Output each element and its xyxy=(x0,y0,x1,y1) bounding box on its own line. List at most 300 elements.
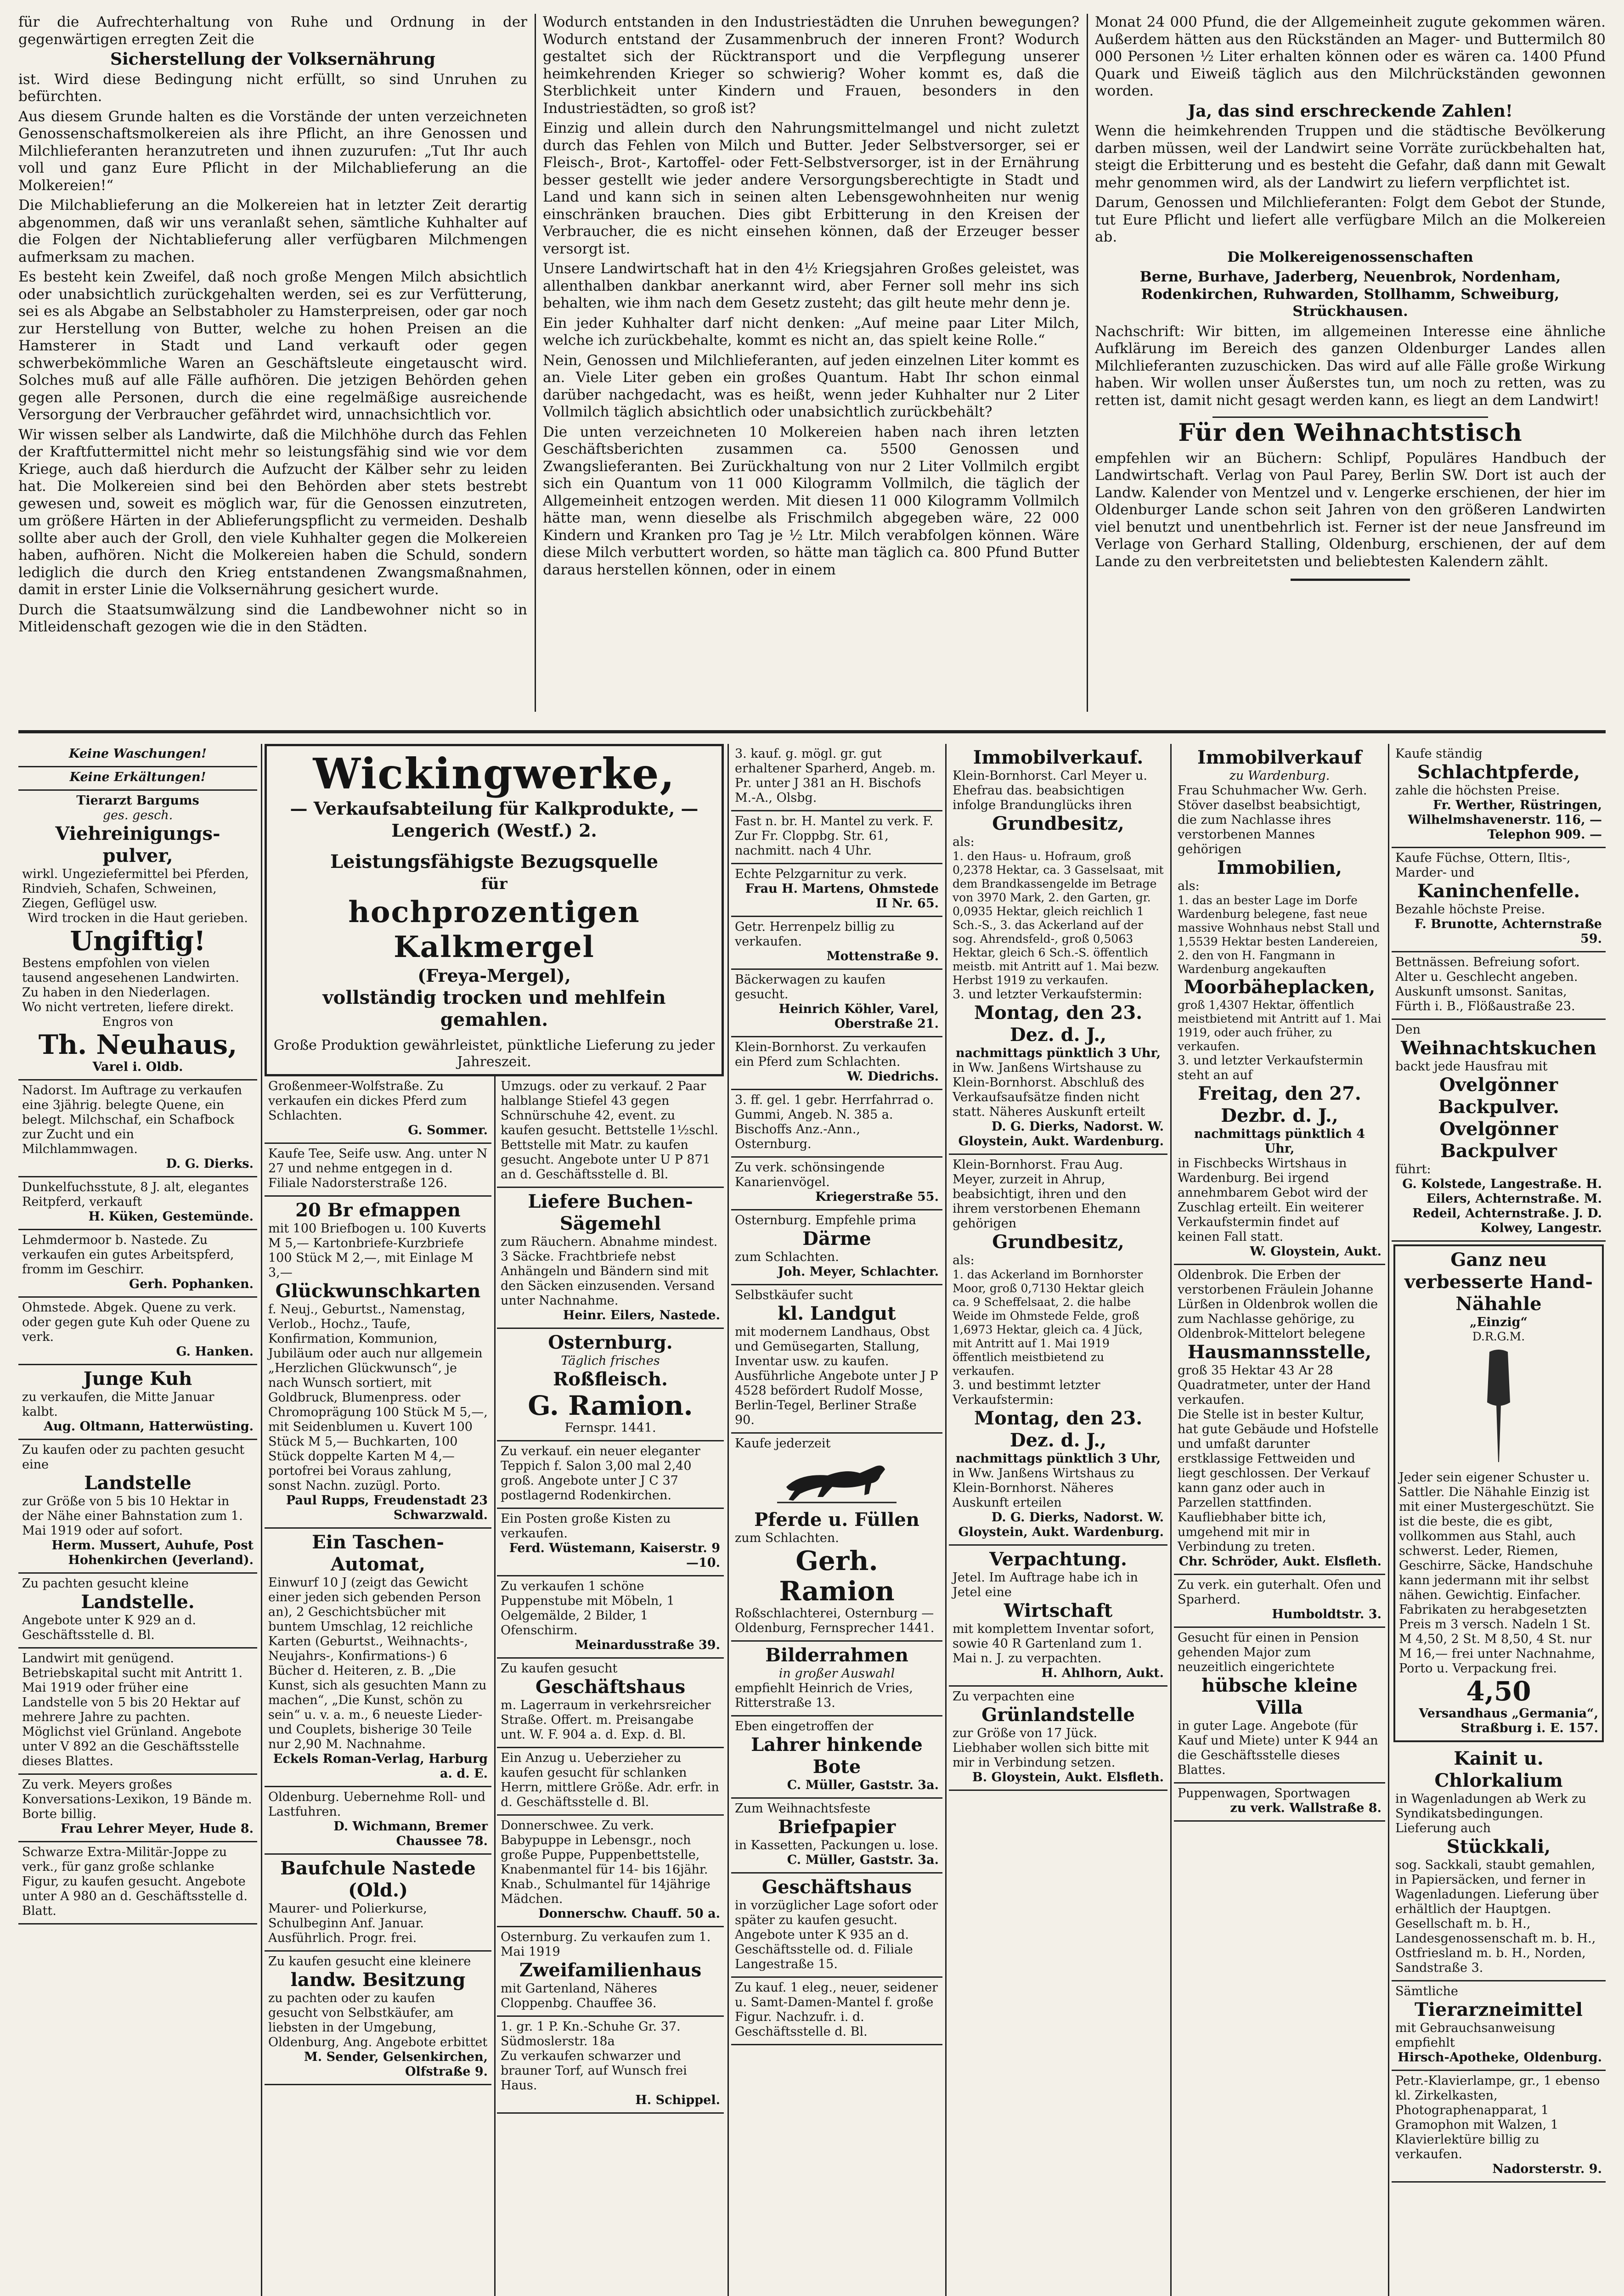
ad-body: Bestens empfohlen von vielen tausend angesehenen Landwirten. Zu haben in den Niederlagen. xyxy=(22,956,239,1000)
advertisement xyxy=(1174,1265,1385,1575)
advertisement xyxy=(265,1787,491,1855)
ad-telephone: Fernspr. 1441. xyxy=(564,1421,656,1435)
ad-signature: Heinr. Eilers, Nastede. xyxy=(563,1308,720,1322)
advertisement xyxy=(497,1576,724,1659)
ad-column-5 xyxy=(1174,744,1385,2296)
ad-title: Ganz neu verbesserte Hand-Nähahle xyxy=(1404,1249,1593,1315)
ad-body: Umzugs. oder zu verkauf. 2 Paar halblange Stiefel 43 gegen Schnürschuhe 42, event. zu kaufen gesucht. Bettstelle 1½schl. Bettstelle mit Matr. zu kaufen gesucht. Angebote unter U P 871 an d. Geschäftsstelle d. Bl. xyxy=(501,1079,718,1182)
ad-title: kl. Landgut xyxy=(778,1303,896,1324)
ad-title: Kaninchenfelle. xyxy=(1417,880,1580,902)
ad-signature: H. Schippel. xyxy=(635,2093,720,2107)
advertisement xyxy=(1392,2071,1606,2183)
ad-body: Petr.-Klavierlampe, gr., 1 ebenso kl. Zirkelkasten, Photographenapparat, 1 Gramophon mit Walzen, 1 Klavierlektüre billig zu verkaufen. xyxy=(1395,2074,1600,2161)
advertisement xyxy=(731,970,942,1037)
ad-body: Großenmeer-Wolfstraße. Zu verkaufen ein dickes Pferd zum Schlachten. xyxy=(268,1079,467,1123)
advertisement xyxy=(731,1285,942,1434)
ad-body: Oldenbrok. Die Erben der verstorbenen Fräulein Johanne Lürßen in Oldenbrok wollen die zum Nachlasse gehörige, zu Oldenbrok-Mittelort belegene xyxy=(1178,1268,1378,1341)
ad-head: Tierarzt Bargums xyxy=(76,793,199,808)
ad-title: Moorbäheplacken, xyxy=(1184,976,1376,998)
section-divider xyxy=(18,730,1606,733)
ad-body: Zu verk. ein guterhalt. Ofen und Sparherd. xyxy=(1178,1578,1382,1607)
ad-date: Montag, den 23. Dez. d. J., xyxy=(974,1407,1143,1451)
ad-body: Klein-Bornhorst. Zu verkaufen ein Pferd zum Schlachten. xyxy=(735,1040,926,1069)
ad-signature: Eckels Roman-Verlag, Harburg a. d. E. xyxy=(273,1752,488,1781)
ad-body: Nadorst. Im Auftrage zu verkaufen eine 3jährig. belegte Quene, ein belegt. Milchschaf, ein Schafbock zur Zucht und ein Milchlammwagen. xyxy=(22,1083,242,1156)
ad-body: Zum Weihnachtsfeste xyxy=(735,1801,871,1816)
ad-body: 3. und letzter Verkaufstermin: xyxy=(953,987,1143,1002)
ad-body: Zu pachten gesucht kleine xyxy=(22,1576,189,1591)
ad-body: Zu verkaufen 1 schöne Puppenstube mit Möbeln, 1 Oelgemälde, 2 Bilder, 1 Ofenschirm. xyxy=(501,1579,675,1638)
wicking-advertisement xyxy=(265,744,724,1076)
ad-title: Verpachtung. xyxy=(989,1548,1127,1570)
ad-body: zum Räuchern. Abnahme mindest. 3 Säcke. Frachtbriefe nebst Anhängeln und Bändern sind mit den Säcken einzusenden. Versand unter Nachnahme. xyxy=(501,1235,718,1308)
advertisement xyxy=(731,1090,942,1158)
ad-sub: ges. gesch. xyxy=(102,808,173,822)
article-paragraph: Die Milchablieferung an die Molkereien hat in letzter Zeit derartig abgenommen, daß wir uns veranlaßt sehen, sämtliche Kuhhalter auf die Folgen der Nichtablieferung aller verfügbaren Milchmengen aufmerksam zu machen. xyxy=(18,197,527,265)
advertisement xyxy=(497,1076,724,1188)
ad-body: in Kassetten, Packungen u. lose. xyxy=(735,1838,939,1852)
ad-body: führt: xyxy=(1395,1162,1431,1176)
ad-column-4 xyxy=(949,744,1167,2296)
ad-body: zu pachten oder zu kaufen gesucht von Selbstkäufer, am liebsten in der Umgebung, Oldenburg, Ang. Angebote erbittet xyxy=(268,1991,488,2049)
ad-body: zum Schlachten. xyxy=(735,1250,839,1264)
ad-brand: „Einzig“ xyxy=(1470,1315,1528,1329)
ad-body: Ohmstede. Abgek. Quene zu verk. oder gegen gute Kuh oder Quene zu verk. xyxy=(22,1300,250,1344)
wicking-place: Lengerich (Westf.) 2. xyxy=(391,820,597,841)
ad-body: Zu verk. schönsingende Kanarienvögel. xyxy=(735,1160,885,1189)
advertisement xyxy=(731,1434,942,1642)
ad-items: groß 1,4307 Hektar, öffentlich meistbietend mit Antritt auf 1. Mai 1919, oder auch früher, zu verkaufen. xyxy=(1178,998,1382,1053)
column-divider xyxy=(535,14,536,712)
article-section xyxy=(18,14,1606,721)
article-column-2 xyxy=(543,14,1079,712)
ad-column-2 xyxy=(265,744,724,2296)
ad-signature: G. Hanken. xyxy=(176,1345,254,1359)
ad-price: 4,50 xyxy=(1466,1676,1531,1707)
ad-body: 1. gr. 1 P. Kn.-Schuhe Gr. 37. Südmoslerstr. 18a xyxy=(501,2020,681,2048)
ad-date: Freitag, den 27. Dezbr. d. J., xyxy=(1198,1083,1361,1126)
ad-title: Därme xyxy=(802,1228,871,1249)
ad-body: mit komplettem Inventar sofort, sowie 40 R Gartenland zum 1. Mai n. J. zu verpachten. xyxy=(953,1622,1155,1666)
ad-time: nachmittags pünktlich 3 Uhr, xyxy=(955,1452,1161,1466)
ad-body: Gesucht für einen in Pension gehenden Major zum neuzeitlich eingerichtete xyxy=(1178,1631,1359,1674)
ad-title: Pferde u. Füllen xyxy=(754,1509,919,1531)
ad-body: zur Größe von 17 Jück. Liebhaber wollen sich bitte mit mir in Verbindung setzen. xyxy=(953,1726,1149,1770)
article-paragraph: Aus diesem Grunde halten es die Vorstände der unten verzeichneten Genossenschaftsmolkereien als ihre Pflicht, an ihre Genossen und Milchlieferanten heranzutreten und ihnen zuzurufen: „Tut Ihr auch voll und ganz Eure Pflicht in der Milchablieferung an die Molkereien!“ xyxy=(18,108,527,194)
ad-body: in Wagenladungen ab Werk zu Syndikatsbedingungen. Lieferung auch xyxy=(1395,1792,1586,1835)
advertisement xyxy=(1392,848,1606,952)
ad-body: Dunkelfuchsstute, 8 J. alt, elegantes Reitpferd, verkauft xyxy=(22,1180,249,1209)
advertisement xyxy=(1174,1575,1385,1628)
advertisement xyxy=(497,1816,724,1927)
ad-title: Ein Taschen-Automat, xyxy=(312,1531,444,1575)
advertisement xyxy=(497,1329,724,1441)
ad-body: als: xyxy=(953,1253,975,1267)
ad-body: Zu verk. Meyers großes Konversations-Lexikon, 19 Bände m. Borte billig. xyxy=(22,1778,252,1821)
advertisement xyxy=(265,1076,491,1144)
advertisement xyxy=(497,1659,724,1748)
ad-title: Zweifamilienhaus xyxy=(519,1959,702,1981)
column-divider xyxy=(261,744,262,2296)
ad-body: Einwurf 10 J (zeigt das Gewicht einer jeden sich gebenden Person an), 2 Geschichtsbücher mit buntem Umschlag, 12 reichliche Karten (Geburtst., Weihnachts-, Neujahrs-, Konfirmations-) 6 Bücher d. Heiteren, z. B. „Die Kunst, sich als gesuchten Mann zu machen“, „Die Kunst, schön zu sein“ u. v. a. m., 6 neueste Lieder- und Couplets, bisherige 30 Teile nur 2,90 M. Nachnahme. xyxy=(268,1576,487,1751)
ad-body: 3. und bestimmt letzter Verkaufstermin: xyxy=(953,1378,1100,1407)
ad-title: Baufchule Nastede (Old.) xyxy=(280,1857,476,1901)
ad-body: 3. und letzter Verkaufstermin steht an auf xyxy=(1178,1053,1363,1082)
ad-body: Getr. Herrenpelz billig zu verkaufen. xyxy=(735,920,895,949)
advertisement xyxy=(265,1144,491,1197)
ad-body: mit modernem Landhaus, Obst und Gemüsegarten, Stallung, Inventar usw. zu kaufen. Ausführliche Angebote unter J P 4528 befördert Rudolf Mosse, Berlin-Tegel, Berliner Straße 90. xyxy=(735,1325,938,1427)
advertisement xyxy=(731,811,942,864)
advertisement xyxy=(1174,1784,1385,1822)
ad-body: Puppenwagen, Sportwagen xyxy=(1178,1786,1351,1801)
ad-signature: G. Kolstede, Langestraße. H. Eilers, Achternstraße. M. Redeil, Achternstraße. J. D. Kolwey, Langestr. xyxy=(1402,1177,1602,1235)
advertisement xyxy=(1393,1244,1604,1742)
article-paragraph: für die Aufrechterhaltung von Ruhe und Ordnung in der gegenwärtigen erregten Zeit die xyxy=(18,14,527,48)
ad-body: mit Gartenland, Näheres Cloppenbg. Chauffee 36. xyxy=(501,1981,657,2010)
wicking-line4: Große Produktion gewährleistet, pünktliche Lieferung zu jeder Jahreszeit. xyxy=(273,1037,715,1070)
ad-body: Kaufe Tee, Seife usw. Ang. unter N 27 und nehme entgegen in d. Filiale Nadorsterstraße 126. xyxy=(268,1147,488,1190)
ad-body: Lehmdermoor b. Nastede. Zu verkaufen ein gutes Arbeitspferd, fromm im Geschirr. xyxy=(22,1233,234,1277)
ad-body: Die Stelle ist in bester Kultur, hat gute Gebäude und Hofstelle und umfaßt darunter erstklassige Fettweiden und liegt geschlossen. Der Verkauf kann ganz oder auch in Parzellen stattfinden. Kaufliebhaber bitte ich, umgehend mit mir in Verbindung zu treten. xyxy=(1178,1407,1379,1554)
ad-title: Immobilien, xyxy=(1217,857,1342,878)
advertisement xyxy=(731,1716,942,1799)
advertisement xyxy=(731,864,942,917)
advertisement xyxy=(731,1642,942,1716)
wicking-product: hochprozentigen Kalkmergel xyxy=(348,895,640,964)
ad-body: Frau Schuhmacher Ww. Gerh. Stöver daselbst beabsichtigt, die zum Nachlasse ihres verstorbenen Mannes gehörigen xyxy=(1178,783,1367,856)
ad-title: Immobilverkauf. xyxy=(973,747,1144,768)
ad-body: 3. kauf. g. mögl. gr. gut erhaltener Sparherd, Angeb. m. Pr. unter J 381 an H. Bischofs M.-A., Olsbg. xyxy=(735,747,936,805)
ad-body: Roßschlachterei, Osternburg — Oldenburg, Fernsprecher 1441. xyxy=(735,1606,935,1635)
ad-title: Grünlandstelle xyxy=(981,1704,1135,1726)
ad-body: Donnerschwee. Zu verk. Babypuppe in Lebensgr., noch große Puppe, Puppenbettstelle, Knabenmantel für 14- bis 16jähr. Knab., Schulmantel für 14jährige Mädchen. xyxy=(501,1818,710,1906)
ad-title: Grundbesitz, xyxy=(992,1231,1124,1253)
ad-date: Montag, den 23. Dez. d. J., xyxy=(974,1002,1143,1046)
article-paragraph: Ja, das sind erschreckende Zahlen! xyxy=(1188,101,1513,121)
ad-signature: Heinrich Köhler, Varel, Oberstraße 21. xyxy=(778,1002,939,1031)
ad-time: nachmittags pünktlich 4 Uhr, xyxy=(1194,1127,1365,1156)
advertisement xyxy=(18,791,257,1080)
ad-title: Ovelgönner Backpulver xyxy=(1439,1118,1558,1162)
ad-body: Zu verpachten eine xyxy=(953,1689,1075,1704)
ad-sub: in großer Auswahl xyxy=(778,1666,895,1681)
article-paragraph: Unsere Landwirtschaft hat in den 4½ Kriegsjahren Großes geleistet, was allenthalben dankbar anerkannt wird, aber Ferner soll mehr ins sich behalten, wie ihm nach dem Gesetz zusteht; das gilt heute mehr denn je. xyxy=(543,260,1079,311)
ad-items: 1. das an bester Lage im Dorfe Wardenburg belegene, fast neue massive Wohnhaus nebst Stall und 1,5539 Hektar besten Landereien, xyxy=(1178,894,1380,948)
wicking-line1: Leistungsfähigste Bezugsquelle xyxy=(330,851,659,872)
advertisement xyxy=(18,767,257,791)
ad-items: 1. den Haus- u. Hofraum, groß 0,2378 Hektar, ca. 3 Gasselsaat, mit dem Brandkassengelde im Betrage von 3970 Mark, 2. den Garten, gr. 0,0935 Hektar, gleich reichlich 1 Sch.-S., 3. das Ackerland auf der sog. Ahrendsfeld-, groß 0,5063 Hektar, gleich 6 Sch.-S. öffentlich meistb. mit Antritt auf 1. Mai bezw. Herbst 1919 zu verkaufen. xyxy=(953,850,1164,987)
ad-body: groß 35 Hektar 43 Ar 28 Quadratmeter, unter der Hand verkaufen. xyxy=(1178,1363,1371,1407)
ad-signature: M. Sender, Gelsenkirchen, Olfstraße 9. xyxy=(304,2050,488,2079)
ad-title: Weihnachtskuchen xyxy=(1401,1037,1596,1059)
ad-body: Den xyxy=(1395,1023,1421,1037)
ad-signature: Paul Rupps, Freudenstadt 23 Schwarzwald. xyxy=(286,1493,488,1522)
ad-signature: Gerh. Pophanken. xyxy=(129,1277,254,1291)
advertisement xyxy=(265,1855,491,1952)
column-divider xyxy=(1388,744,1389,2296)
ad-body: Jetel. Im Auftrage habe ich in Jetel eine xyxy=(953,1570,1138,1599)
column-divider xyxy=(494,1076,496,2296)
advertisement xyxy=(731,1210,942,1285)
advertisement xyxy=(1174,744,1385,1265)
ad-title: landw. Besitzung xyxy=(290,1969,466,1991)
advertisement xyxy=(18,1440,257,1574)
ad-title: Hausmannsstelle, xyxy=(1187,1341,1372,1363)
ad-body: Zu kaufen oder zu pachten gesucht eine xyxy=(22,1443,245,1472)
ad-firm: Gerh. Ramion xyxy=(779,1545,895,1607)
ad-signature: D. G. Dierks, Nadorst. W. Gloystein, Aukt. Wardenburg. xyxy=(958,1510,1164,1539)
ad-signature: Humboldtstr. 3. xyxy=(1272,1607,1382,1621)
newspaper-page xyxy=(18,14,1606,2296)
advertisement xyxy=(497,2017,724,2114)
article-column-3 xyxy=(1095,14,1606,712)
advertisement xyxy=(731,1158,942,1210)
article-paragraph: Die unten verzeichneten 10 Molkereien haben nach ihren letzten Geschäftsberichten zusammen ca. 5500 Genossen und Zwangslieferanten. Bei Zurückhaltung von nur 2 Liter Vollmilch ergibt sich ein Quantum von 11 000 Kilogramm Vollmilch, die täglich der Allgemeinheit entzogen werden. Mit diesen 11 000 Kilogramm Vollmilch hätte man, wenn dieselbe als Frischmilch abgegeben wäre, 22 000 Kindern und Kranken pro Tag je ½ Ltr. Milch verabfolgen können. Wäre diese Milch verbuttert worden, so hätte man täglich ca. 800 Pfund Butter daraus herstellen können, oder in einem xyxy=(543,423,1079,578)
ad-body: Oldenburg. Uebernehme Roll- und Lastfuhren. xyxy=(268,1790,485,1819)
ad-body: Echte Pelzgarnitur zu verk. xyxy=(735,867,907,881)
article-column-1 xyxy=(18,14,527,712)
ad-column-3 xyxy=(731,744,942,2296)
ad-body: Landwirt mit genügend. Betriebskapital sucht mit Antritt 1. Mai 1919 oder früher eine Landstelle von 5 bis 20 Hektar auf mehrere Jahre zu pachten. Möglichst viel Grünland. Angebote unter V 892 an die Geschäftsstelle dieses Blattes. xyxy=(22,1651,243,1768)
article-paragraph: Sicherstellung der Volksernährung xyxy=(110,50,435,69)
ad-body: Zu kaufen gesucht eine kleinere xyxy=(268,1954,471,1969)
advertisement xyxy=(18,1842,257,1925)
ad-signature: Mottenstraße 9. xyxy=(826,949,939,963)
advertisement xyxy=(18,1365,257,1440)
advertisement xyxy=(1392,1745,1606,1981)
ad-title: Kainit u. Chlorkalium xyxy=(1434,1748,1563,1791)
advertisement xyxy=(18,1649,257,1775)
ad-signature: C. Müller, Gaststr. 3a. xyxy=(787,1778,939,1792)
ad-signature: Fr. Werther, Rüstringen, Wilhelmshavenerstr. 116, — Telephon 909. — xyxy=(1408,798,1602,842)
ad-title: Stückkali, xyxy=(1446,1836,1551,1857)
ad-signature: D. Wichmann, Bremer Chaussee 78. xyxy=(333,1819,488,1848)
ad-body: Jeder sein eigener Schuster u. Sattler. Die Nähahle Einzig ist mit einer Mustergeschützt. Sie ist die beste, die es gibt, vollkommen aus Stahl, auch schwerst. Leder, Riemen, Geschirre, Säcke, Handschuhe kann jedermann mit ihr selbst nähen. Gewichtig. Einfacher. Fabrikaten zu herabgesetzten Preis m 3 versch. Nadeln 1 St. M 4,50, 2 St. M 8,50, 4 St. nur M 16,— frei unter Nachnahme, Porto u. Verpackung frei. xyxy=(1399,1470,1596,1676)
ad-body: 3. ff. gel. 1 gebr. Herrfahrrad o. Gummi, Angeb. N. 385 a. Bischoffs Anz.-Ann., Osternburg. xyxy=(735,1093,934,1151)
column-divider xyxy=(1170,744,1172,2296)
ad-title: Landstelle xyxy=(84,1472,192,1494)
ad-firm: G. Ramion. xyxy=(528,1390,693,1421)
article-paragraph: Einzig und allein durch den Nahrungsmittelmangel und nicht zuletzt durch das Fehlen von Milch und Butter. Jeder Selbstversorger, sei er Fleisch-, Brot-, Kartoffel- oder Fett-Selbstversorger, ist in der Ernährung besser gestellt wie jeder andere Versorgungsberechtigte in Stadt und Land und kann sich in seinen alten Lebensgewohnheiten nur wenig einschränken brauchen. Dies gibt Erbitterung in den Kreisen der Verbraucher, die es nicht einsehen können, daß der Erzeuger besser versorgt ist. xyxy=(543,120,1079,257)
ad-signature: W. Diedrichs. xyxy=(847,1069,939,1084)
ad-body: Angebote unter K 929 an d. Geschäftsstelle d. Bl. xyxy=(22,1613,197,1642)
divider xyxy=(1212,416,1488,418)
advertisement xyxy=(18,1775,257,1842)
ad-body: Bäckerwagen zu kaufen gesucht. xyxy=(735,973,886,1002)
ad-title: hübsche kleine Villa xyxy=(1201,1675,1358,1718)
ad-signature: B. Gloystein, Aukt. Elsfleth. xyxy=(972,1770,1164,1784)
ad-body: Kaufe ständig xyxy=(1395,747,1483,761)
article-paragraph: Es besteht kein Zweifel, daß noch große Mengen Milch absichtlich oder unabsichtlich zurückgehalten werden, sei es zur Verfütterung, sei es als Abgabe an Selbstabholer zu Hamsterpreisen, oder gar noch zur Herstellung von Butter, welche zu hohen Preisen an die Hamsterer in Stadt und Land verkauft oder gegen schwerbekömmliche Waren an Geschäftsleute eingetauscht wird. Solches muß auf alle Fälle aufhören. Die jetzigen Behörden gehen gegen alle Personen, durch die eine regelmäßige ausreichende Versorgung der Verbraucher gefährdet wird, unnachsichtlich vor. xyxy=(18,269,527,423)
ad-body: Zu verkaufen schwarzer und brauner Torf, auf Wunsch frei Haus. xyxy=(501,2049,687,2093)
wicking-department: — Verkaufsabteilung für Kalkprodukte, — xyxy=(290,798,699,819)
ad-title: Viehreinigungs-pulver, xyxy=(55,823,220,867)
advertisement xyxy=(731,1037,942,1090)
ad-signature: G. Sommer. xyxy=(408,1123,488,1137)
ad-signature: Frau H. Martens, Ohmstede II Nr. 65. xyxy=(745,882,939,911)
ad-body: Sämtliche xyxy=(1395,1984,1458,1998)
ad-subcolumn-2a xyxy=(265,1076,491,2296)
ad-body: Maurer- und Polierkurse, Schulbeginn Anf. Januar. Ausführlich. Progr. frei. xyxy=(268,1902,427,1945)
ad-signature: H. Ahlhorn, Aukt. xyxy=(1041,1666,1164,1680)
ad-title: Immobilverkauf xyxy=(1197,747,1362,768)
advertisement xyxy=(497,1509,724,1576)
ad-body: empfiehlt Heinrich de Vries, Ritterstraße 13. xyxy=(735,1681,913,1710)
ad-body: wirkl. Ungeziefermittel bei Pferden, Rindvieh, Schafen, Schweinen, Ziegen, Geflügel usw. xyxy=(22,867,249,911)
ad-title: Briefpapier xyxy=(778,1816,896,1838)
signature-places: Berne, Burhave, Jaderberg, Neuenbrok, Nordenham, Rodenkirchen, Ruhwarden, Stollhamm, Schweiburg, Strückhausen. xyxy=(1139,269,1561,320)
end-rule xyxy=(1291,579,1410,581)
ad-body: m. Lagerraum in verkehrsreicher Straße. Offert. m. Preisangabe unt. W. F. 904 a. d. Exp. d. Bl. xyxy=(501,1698,711,1742)
wicking-title: Wickingwerke, xyxy=(313,749,676,799)
advertisement xyxy=(731,917,942,970)
ad-body: Klein-Bornhorst. Frau Aug. Meyer, zurzeit in Ahrup, beabsichtigt, ihren und den ihrem verstorbenen Ehemann gehörigen xyxy=(953,1158,1141,1231)
advertisement xyxy=(265,1529,491,1787)
ad-title: Geschäftshaus xyxy=(761,1876,912,1898)
ad-signature: D. G. Dierks. xyxy=(166,1157,254,1171)
horse-illustration-icon xyxy=(768,1455,906,1505)
ad-signature: W. Gloystein, Aukt. xyxy=(1250,1244,1382,1259)
advertisement xyxy=(18,1080,257,1177)
advertisement xyxy=(18,1574,257,1649)
ad-signature: Joh. Meyer, Schlachter. xyxy=(778,1265,939,1279)
column-divider xyxy=(727,744,729,2296)
article-headline: Für den Weihnachtstisch xyxy=(1178,419,1522,447)
ad-signature: Frau Lehrer Meyer, Hude 8. xyxy=(60,1822,254,1836)
advertisement xyxy=(949,1687,1167,1791)
ad-signature: zu verk. Wallstraße 8. xyxy=(1230,1801,1382,1815)
advertisement xyxy=(949,744,1167,1155)
article-paragraph: ist. Wird diese Bedingung nicht erfüllt, so sind Unruhen zu befürchten. xyxy=(18,71,527,105)
advertisements-section xyxy=(18,744,1606,2296)
article-paragraph: Wir wissen selber als Landwirte, daß die Milchhöhe durch das Fehlen der Kraftfuttermittel nicht mehr so leistungsfähig sind wie vor dem Kriege, auch daß hierdurch die Aufzucht der Kälber sehr zu leiden hat. Die Molkereien sind bei den Behörden aber stets bestrebt gewesen und, soweit es möglich war, für die Genossen einzutreten, um größere Härten in der Ablieferungspflicht zu vermeiden. Deshalb sollte aber auch der Groll, den viele Kuhhalter gegen die Molkereien haben, aufhören. Nicht die Molkereien haben die Schuld, sondern lediglich die durch den Krieg entstandenen Zwangsmaßnahmen, damit in erster Linie die Volksernährung gesichert wurde. xyxy=(18,426,527,598)
ad-body: Osternburg. Empfehle prima xyxy=(735,1213,916,1227)
advertisement xyxy=(731,744,942,811)
ad-time: nachmittags pünktlich 3 Uhr, xyxy=(955,1046,1161,1060)
ad-sub: Täglich frisches xyxy=(561,1354,660,1368)
wicking-line2: für xyxy=(481,875,508,893)
ad-place: Varel i. Oldb. xyxy=(92,1060,183,1074)
ad-body: mit 100 Briefbogen u. 100 Kuverts M 5,— Kartonbriefe-Kurzbriefe 100 Stück M 2,—, mit Einlage M 3,— xyxy=(268,1221,486,1280)
ad-highlight: Ungiftig! xyxy=(70,925,206,957)
ad-title: Wirtschaft xyxy=(1004,1600,1113,1621)
article-paragraph: Wenn die heimkehrenden Truppen und die städtische Bevölkerung darben müssen, weil der Landwirt seine Vorräte zurückbehalten hat, steigt die Erbitterung und es besteht die Gefahr, daß dann mit Gewalt mehr genommen wird, als der Landwirt zu liefern verpflichtet ist. xyxy=(1095,123,1606,191)
advertisement xyxy=(731,1799,942,1874)
ad-items: 1. das Ackerland im Bornhorster Moor, groß 0,7130 Hektar gleich ca. 9 Scheffelsaat, 2. die halbe Weide im Ohmstede Felde, groß 1,6973 Hektar, gleich ca. 4 Jück, mit Antritt auf 1. Mai 1919 öffentlich meistbietend zu verkaufen. xyxy=(953,1268,1145,1378)
article-paragraph: Durch die Staatsumwälzung sind die Landbewohner nicht so in Mitleidenschaft gezogen wie die in den Städten. xyxy=(18,601,527,635)
ad-text: Keine Waschungen! xyxy=(68,747,207,761)
advertisement xyxy=(731,1978,942,2045)
article-paragraph: Monat 24 000 Pfund, die der Allgemeinheit zugute gekommen wären. Außerdem hätten aus den Rückständen an Mager- und Buttermilch 80 000 Personen ½ Liter erhalten können oder es wären ca. 1400 Pfund Quark und Eiweiß täglich aus den Milchrückständen gewonnen worden. xyxy=(1095,14,1606,99)
ad-title: 20 Br efmappen xyxy=(295,1199,461,1221)
advertisement xyxy=(1392,1981,1606,2071)
ad-signature: Nadorsterstr. 9. xyxy=(1492,2162,1602,2176)
ad-title: Liefere Buchen-Sägemehl xyxy=(528,1191,693,1234)
ad-body: Wird trocken in die Haut gerieben. xyxy=(28,911,248,925)
ad-title: Bilderrahmen xyxy=(765,1644,908,1666)
article-paragraph: Darum, Genossen und Milchlieferanten: Folgt dem Gebot der Stunde, tut Eure Pflicht und liefert alle verfügbare Milch an die Molkereien ab. xyxy=(1095,194,1606,245)
ad-body: als: xyxy=(953,835,975,849)
article-paragraph: Wodurch entstanden in den Industriestädten die Unruhen bewegungen? Wodurch entstand der Zusammenbruch der inneren Front? Wodurch gestaltet sich der Rücktransport und die Verpflegung unserer heimkehrenden Krieger so schwierig? Woher kommt es, daß die Sterblichkeit unter Kindern und Frauen, besonders in den Industriestädten, so groß ist? xyxy=(543,14,1079,117)
advertisement xyxy=(1392,744,1606,848)
ad-column-1 xyxy=(18,744,257,2296)
advertisement xyxy=(1392,952,1606,1020)
ad-body: Ein Anzug u. Ueberzieher zu kaufen gesucht für schlanken Herrn, mittlere Größe. Adr. erfr. in d. Geschäftsstelle d. Bl. xyxy=(501,1751,719,1809)
ad-signature: Donnerschw. Chauff. 50 a. xyxy=(538,1907,720,1921)
ad-body: Zu verkauf. ein neuer eleganter Teppich f. Salon 3,00 mal 2,40 groß. Angebote unter J C 37 postlagernd Rodenkirchen. xyxy=(501,1444,700,1503)
ad-signature: Chr. Schröder, Aukt. Elsfleth. xyxy=(1179,1554,1382,1569)
ad-sub: zu Wardenburg. xyxy=(1229,769,1330,783)
ad-title: Tierarzneimittel xyxy=(1414,1999,1583,2020)
ad-body: Kaufe Füchse, Ottern, Iltis-, Marder- und xyxy=(1395,851,1571,880)
ad-signature: Meinardusstraße 39. xyxy=(575,1638,720,1652)
ad-signature: Kriegerstraße 55. xyxy=(815,1190,939,1204)
ad-signature: C. Müller, Gaststr. 3a. xyxy=(787,1853,939,1867)
advertisement xyxy=(497,1927,724,2017)
advertisement xyxy=(265,1197,491,1529)
ad-body: Schwarze Extra-Militär-Joppe zu verk., für ganz große schlanke Figur, zu kaufen gesucht. Angebote unter A 980 an d. Geschäftsstelle d. Blatt. xyxy=(22,1845,248,1918)
ad-title: Landstelle. xyxy=(81,1591,195,1613)
ad-body: zu verkaufen, die Mitte Januar kalbt. xyxy=(22,1390,214,1419)
ad-mark: D.R.G.M. xyxy=(1472,1330,1525,1343)
advertisement xyxy=(18,1177,257,1230)
advertisement xyxy=(265,1952,491,2085)
ad-body: in Ww. Janßens Wirtshaus zu Klein-Bornhorst. Näheres Auskunft erteilen xyxy=(953,1466,1135,1510)
ad-body: Klein-Bornhorst. Carl Meyer u. Ehefrau das. beabsichtigen infolge Brandunglücks ihren xyxy=(953,769,1147,812)
advertisement xyxy=(18,1230,257,1298)
ad-body: Selbstkäufer sucht xyxy=(735,1288,853,1302)
advertisement xyxy=(949,1155,1167,1546)
advertisement xyxy=(18,744,257,767)
ad-title: Geschäftshaus xyxy=(535,1676,686,1698)
ad-title: Grundbesitz, xyxy=(992,813,1124,834)
wicking-line3: vollständig trocken und mehlfein gemahlen. xyxy=(322,987,666,1030)
advertisement xyxy=(1392,1020,1606,1242)
ad-body: Bettnässen. Befreiung sofort. Alter u. Geschlecht angeben. Auskunft umsonst. Sanitas, Fürth i. B., Flößaustraße 23. xyxy=(1395,955,1580,1013)
advertisement xyxy=(497,1188,724,1329)
book-recommendation: empfehlen wir an Büchern: Schlipf, Populäres Handbuch der Landwirtschaft. Verlag von Paul Parey, Berlin SW. Dort ist auch der Landw. Kalender von Mentzel und v. Lengerke erschienen, der hier im Oldenburger Lande schon seit Jahren von den größeren Landwirten viel benutzt und unentbehrlich ist. Ferner ist der neue Jansfreund im Verlage von Gerhard Stalling, Oldenburg, erschienen, der auf dem Lande zu den verbreitetsten und beliebtesten Kalendern zählt. xyxy=(1095,450,1606,570)
ad-body: Osternburg. Zu verkaufen zum 1. Mai 1919 xyxy=(501,1930,711,1959)
ad-body: Bezahle höchste Preise. xyxy=(1395,902,1545,917)
signature-title: Die Molkereigenossenschaften xyxy=(1227,248,1473,265)
ad-body: als: xyxy=(1178,879,1200,893)
ad-body: f. Neuj., Geburtst., Namenstag, Verlob., Hochz., Taufe, Konfirmation, Kommunion, Jubiläum oder auch nur allgemein „Herzlichen Glückwunsch“, je nach Wunsch sortiert, mit Goldbruck, Blumenpress. oder Chromoprägung 100 Stück M 5,—, mit Seidenblumen u. Kuvert 100 Stück M 5,— Buchkarten, 100 Stück doppelte Karten M 4,— portofrei bei Voraus zahlung, sonst Nachn. zuzügl. Porto. xyxy=(268,1302,488,1493)
ad-body: Ein Posten große Kisten zu verkaufen. xyxy=(501,1512,671,1541)
ad-title: Ovelgönner Backpulver. xyxy=(1438,1074,1560,1118)
ad-body: Kaufe jederzeit xyxy=(735,1436,831,1451)
ad-title: Lahrer hinkende Bote xyxy=(751,1734,923,1778)
ad-column-6 xyxy=(1392,744,1606,2296)
ad-title: Junge Kuh xyxy=(83,1368,192,1390)
ad-text: Keine Erkältungen! xyxy=(69,770,206,784)
ad-body: Eben eingetroffen der xyxy=(735,1719,874,1733)
ad-body: sog. Sackkali, staubt gemahlen, in Papiersäcken, und ferner in Wagenladungen. Lieferung über erhältlich der Hauptgen. Gesellschaft m. b. H., Landesgenossenschaft m. b. H., Ostfriesland m. b. H., Norden, Sandstraße 3. xyxy=(1395,1858,1599,1975)
ad-title: Glückwunschkarten xyxy=(275,1280,481,1302)
column-divider xyxy=(945,744,947,2296)
ad-body: in vorzüglicher Lage sofort oder später zu kaufen gesucht. Angebote unter K 935 an d. Geschäftsstelle od. d. Filiale Langestraße 15. xyxy=(735,1898,938,1971)
ad-body: Zu kaufen gesucht xyxy=(501,1661,618,1676)
ad-body: Fast n. br. H. Mantel zu verk. F. Zur Fr. Cloppbg. Str. 61, nachmitt. nach 4 Uhr. xyxy=(735,814,934,858)
ad-subcolumn-2b xyxy=(497,1076,724,2296)
advertisement xyxy=(497,1441,724,1509)
ad-items: 2. den von H. Fangmann in Wardenburg angekauften xyxy=(1178,949,1336,976)
ad-signature: Hirsch-Apotheke, Oldenburg. xyxy=(1398,2050,1602,2065)
ad-signature: H. Küken, Gestemünde. xyxy=(88,1210,254,1224)
advertisement xyxy=(1174,1628,1385,1784)
ad-body: zum Schlachten. xyxy=(735,1531,839,1545)
ad-body: in guter Lage. Angebote (für Kauf und Miete) unter K 944 an die Geschäftsstelle dieses Blattes. xyxy=(1178,1719,1378,1777)
ad-body: in Fischbecks Wirtshaus in Wardenburg. Bei irgend annehmbarem Gebot wird der Zuschlag erteilt. Ein weiterer Verkaufstermin findet auf keinen Fall statt. xyxy=(1178,1156,1368,1244)
